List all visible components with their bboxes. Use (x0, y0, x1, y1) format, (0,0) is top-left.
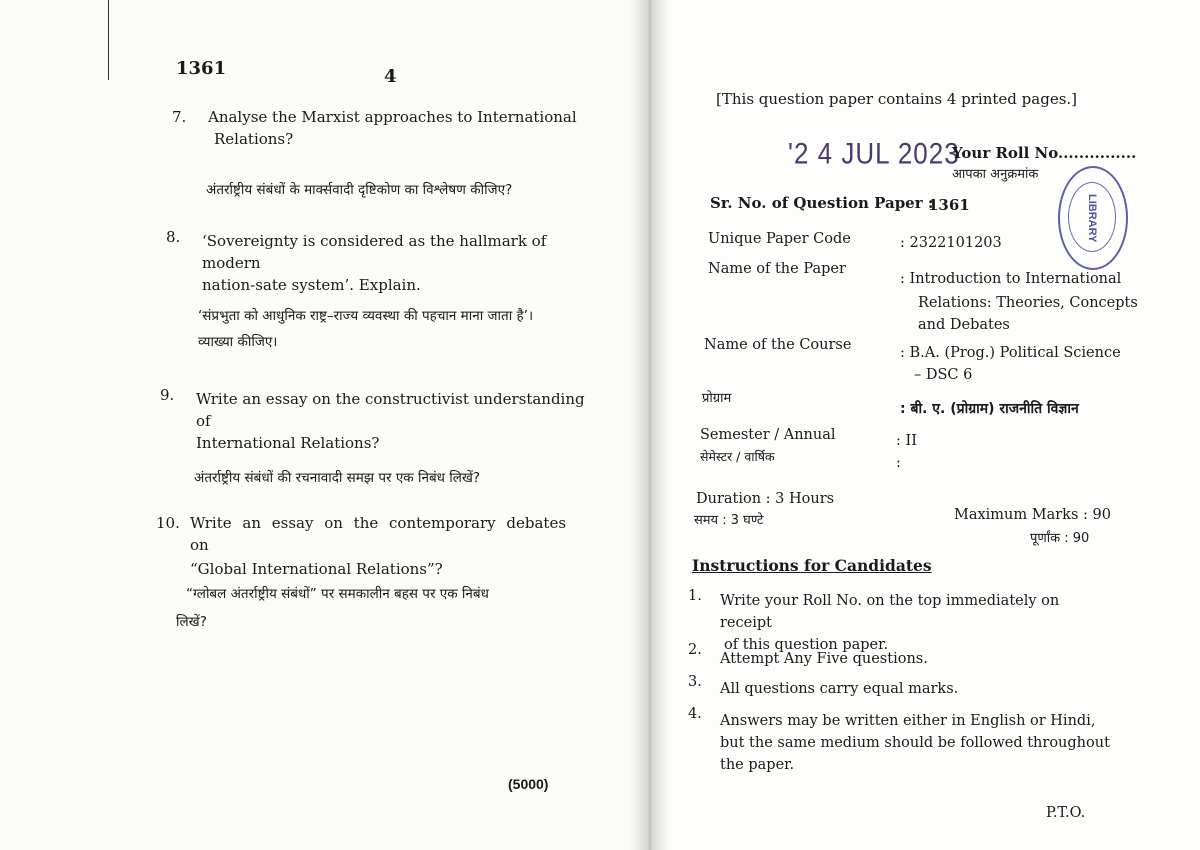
paper-name-value: and Debates (918, 317, 1010, 333)
paper-code: 1361 (176, 58, 227, 79)
instruction-line: the paper. (720, 757, 795, 773)
unique-code-label: Unique Paper Code (708, 231, 851, 247)
instruction-text (720, 678, 1110, 700)
semester-label-hindi: सेमेस्टर / वार्षिक (700, 449, 775, 464)
paper-name-value: : Introduction to International (900, 271, 1122, 287)
question-line: Analyse the Marxist approaches to International (208, 108, 577, 126)
sr-no-label: Sr. No. of Question Paper : (710, 194, 934, 212)
semester-label: Semester / Annual (700, 427, 836, 443)
question-hindi: अंतर्राष्ट्रीय संबंधों के मार्क्सवादी दृष्टिकोण का विश्लेषण कीजिए? (206, 182, 513, 198)
duration-label-hindi: समय : 3 घण्टे (694, 513, 764, 528)
roll-no-hindi: आपका अनुक्रमांक (952, 167, 1039, 182)
course-label: Name of the Course (704, 337, 852, 353)
question-text (208, 106, 608, 150)
question-number: 8. (166, 228, 181, 246)
instruction-line: Attempt Any Five questions. (720, 651, 928, 667)
question-line: “Global International Relations”? (190, 560, 443, 578)
semester-value-hindi: : (896, 455, 901, 471)
instruction-number: 1. (688, 588, 702, 604)
header-note: [This question paper contains 4 printed pages.] (716, 90, 1078, 108)
question-hindi: “ग्लोबल अंतर्राष्ट्रीय संबंधों” पर समकालीन बहस पर एक निबंध (186, 586, 489, 602)
course-value: – DSC 6 (914, 367, 973, 383)
question-hindi: लिखें? (176, 614, 207, 630)
sr-no-value: 1361 (928, 196, 970, 214)
instruction-line: Write your Roll No. on the top immediately on receipt (720, 593, 1060, 631)
instruction-line: Answers may be written either in English or Hindi, (720, 713, 1096, 729)
question-hindi: अंतर्राष्ट्रीय संबंधों की रचनावादी समझ पर एक निबंध लिखें? (194, 470, 481, 486)
roll-no-label: Your Roll No............... (952, 144, 1137, 162)
print-count: (5000) (508, 776, 549, 792)
question-hindi: व्याख्या कीजिए। (198, 334, 278, 350)
instruction-number: 4. (688, 706, 702, 722)
instruction-line: of this question paper. (724, 637, 889, 653)
question-line: Write an essay on the constructivist understanding of (196, 390, 585, 430)
question-number: 9. (160, 386, 175, 404)
paper-name-value: Relations: Theories, Concepts (918, 295, 1138, 311)
page-fold (630, 0, 670, 850)
question-hindi: ‘संप्रभुता को आधुनिक राष्ट्र–राज्य व्यवस्था की पहचान माना जाता है’। (198, 308, 534, 324)
duration-label: Duration : 3 Hours (696, 491, 835, 507)
seal-text: LIBRARY (1086, 194, 1098, 243)
instruction-text (720, 590, 1110, 656)
max-marks-hindi: पूर्णांक : 90 (1030, 531, 1090, 546)
question-line: nation-sate system’. Explain. (202, 276, 421, 294)
question-number: 7. (172, 108, 187, 126)
pto-label: P.T.O. (1046, 805, 1086, 821)
question-text (190, 512, 590, 580)
instruction-line: but the same medium should be followed throughout (720, 735, 1110, 751)
instruction-number: 3. (688, 674, 702, 690)
unique-code-value: : 2322101203 (900, 235, 1002, 251)
date-stamp: '2 4 JUL 2023 (788, 135, 960, 171)
question-line: ‘Sovereignty is considered as the hallmark of modern (202, 232, 547, 272)
question-line: International Relations? (196, 434, 380, 452)
max-marks: Maximum Marks : 90 (954, 507, 1111, 523)
course-value: : B.A. (Prog.) Political Science (900, 345, 1121, 361)
question-line: Write an essay on the contemporary debates on (190, 514, 567, 554)
question-text (196, 388, 596, 454)
instructions-heading: Instructions for Candidates (692, 556, 932, 575)
instruction-text (720, 648, 1110, 670)
program-value-hindi: : बी. ए. (प्रोग्राम) राजनीति विज्ञान (900, 401, 1079, 417)
question-line: Relations? (214, 130, 294, 148)
library-seal (1058, 166, 1128, 270)
question-number: 10. (156, 514, 180, 532)
program-label-hindi: प्रोग्राम (702, 391, 732, 406)
question-text (202, 230, 602, 296)
instruction-line: All questions carry equal marks. (720, 681, 959, 697)
instruction-text (720, 710, 1110, 776)
semester-value: : II (896, 433, 917, 449)
instruction-number: 2. (688, 642, 702, 658)
page-edge-line (108, 0, 109, 80)
page-number: 4 (384, 66, 397, 87)
paper-name-label: Name of the Paper (708, 261, 846, 277)
